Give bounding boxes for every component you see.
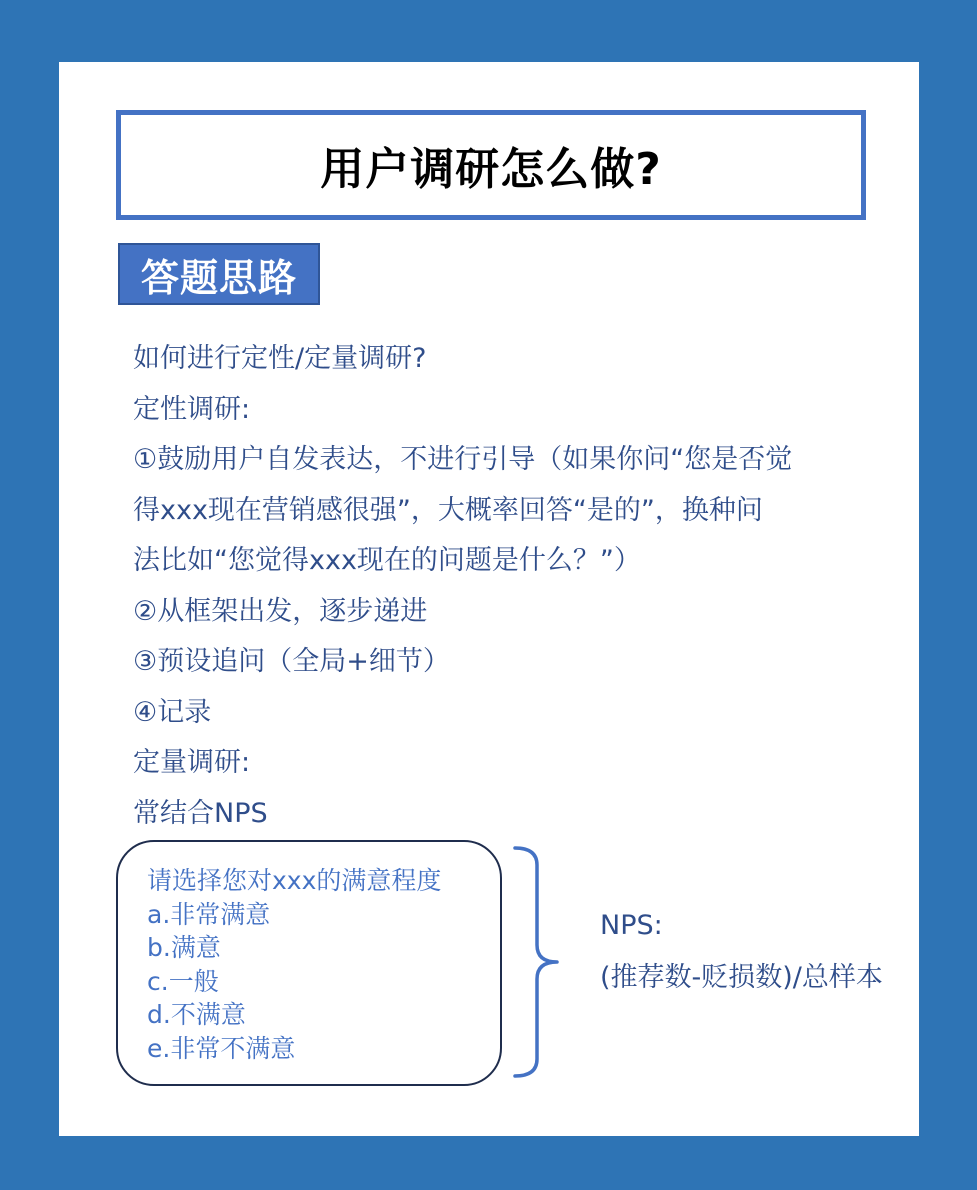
right-brace-icon (511, 845, 561, 1079)
body-line: 常结合NPS (133, 797, 268, 829)
body-line: ③预设追问（全局+细节） (133, 646, 450, 677)
survey-option: a.非常满意 (147, 899, 271, 929)
page-title: 用户调研怎么做? (320, 144, 662, 195)
nps-formula-text: (推荐数-贬损数)/总样本 (600, 962, 883, 993)
survey-options-box (116, 840, 502, 1086)
body-line: ④记录 (133, 696, 212, 728)
body-line: 法比如“您觉得xxx现在的问题是什么？”） (133, 545, 641, 576)
nps-formula (600, 900, 883, 1004)
body-line: 如何进行定性/定量调研? (133, 343, 427, 374)
body-line: ①鼓励用户自发表达，不进行引导（如果你问“您是否觉 (133, 444, 793, 475)
content-card (59, 62, 919, 1136)
title-box (116, 110, 866, 220)
survey-question: 请选择您对xxx的满意程度 (147, 866, 442, 895)
survey-option: b.满意 (147, 933, 221, 962)
body-line: ②从框架出发，逐步递进 (133, 595, 428, 627)
body-line: 定量调研: (133, 747, 251, 778)
section-label (118, 243, 320, 305)
body-text (133, 334, 873, 839)
nps-label: NPS: (600, 910, 663, 941)
survey-option: e.非常不满意 (147, 1033, 296, 1063)
survey-option: c.一般 (147, 966, 219, 996)
body-line: 得xxx现在营销感很强”，大概率回答“是的”，换种问 (133, 494, 763, 526)
survey-option: d.不满意 (147, 1000, 246, 1029)
section-label-text: 答题思路 (140, 255, 297, 300)
body-line: 定性调研: (133, 393, 251, 425)
